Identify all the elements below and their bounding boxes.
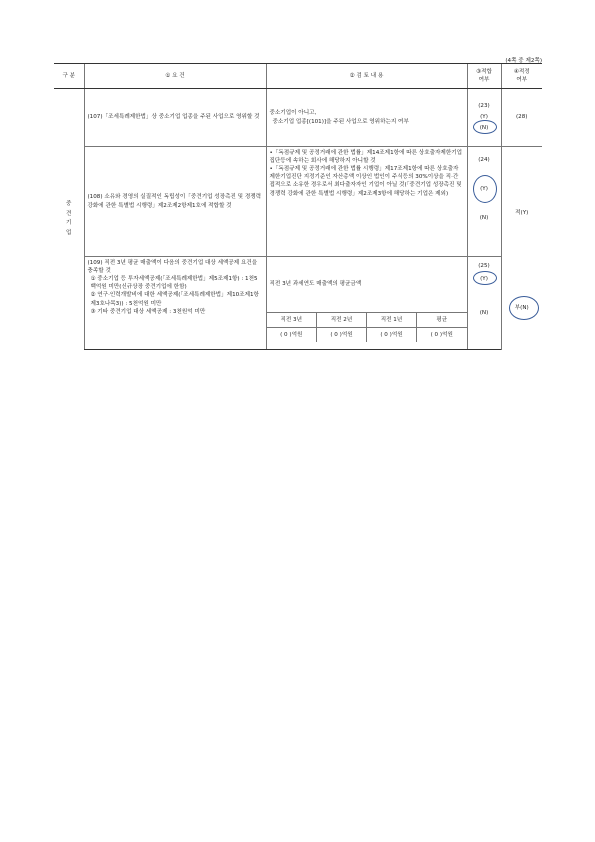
table-row (54, 257, 542, 350)
sales-value[interactable]: ( 0 )억원 (417, 328, 467, 343)
fit-cell-107 (467, 89, 501, 147)
review-table (54, 63, 542, 350)
sales-header: 직전 2년 (317, 313, 367, 328)
sales-header: 직전 3년 (267, 313, 317, 328)
table-row (54, 89, 542, 147)
sales-header-row (267, 313, 467, 328)
selection-circle (473, 271, 497, 285)
fit2-merged-cell (501, 147, 542, 350)
sales-header: 평균 (417, 313, 467, 328)
fit2-cell-107: (28) (501, 89, 542, 147)
header-category: 구 분 (54, 64, 84, 89)
option-y-selected[interactable]: (Y) (480, 186, 488, 192)
header-requirement: ① 요 건 (84, 64, 266, 89)
sales-header: 직전 1년 (367, 313, 417, 328)
review-109 (266, 257, 467, 350)
requirement-107: (107)「조세특례제한법」상 중소기업 업종을 주된 사업으로 영위할 것 (84, 89, 266, 147)
review-108: •「독점규제 및 공정거래에 관한 법률」제14조제1항에 따른 상호출자제한기업집단등에 속하는 회사에 해당하지 아니할 것 •「독점규제 및 공정거래에 관한 법률 시행령」제17조제1항에 따른 상호출자제한기업진단 지정기준인 자산총액 이상인 법인이 주식등의 30%이상을 직·간접적으로 소유한 경우로서 최다출자자인 기업이 아닐 것(「중견기업 성장촉진 및 경쟁력 강화에 관한 특별법 시행령」제2조제3항에 해당하는 기업은 제외) (266, 147, 467, 257)
sales-value[interactable]: ( 0 )억원 (367, 328, 417, 343)
selection-circle (473, 120, 497, 134)
sales-value-row (267, 328, 467, 343)
fit-cell-109 (467, 257, 501, 350)
header-review: ② 검 토 내 용 (266, 64, 467, 89)
header-fit: ③적합 여부 (467, 64, 501, 89)
requirement-109: (109) 직전 3년 평균 매출액이 다음의 중견기업 대상 세액공제 요건을 충족할 것 ① 중소기업 등 투자세액공제(「조세특례제한법」제5조제1항) : 1천5백억원 미만(신규상장 중견기업에 한함) ② 연구·인력개발비에 대한 세액공제(「조세특례제한법」제10조제1항제3호나목3)) : 5천억원 미만 ③ 기타 중견기업 대상 세액공제 : 3천원억 미만 (84, 257, 266, 350)
sales-value[interactable]: ( 0 )억원 (267, 328, 317, 343)
category-label: 중 견 기 업 (66, 201, 72, 236)
header-row (54, 64, 542, 89)
fit-cell-108 (467, 147, 501, 257)
requirement-108: (108) 소유와 경영의 실질적인 독립성이「중견기업 성장촉진 및 경쟁력 강화에 관한 특별법 시행령」제2조제2항제1호에 적합할 것 (84, 147, 266, 257)
sales-table (267, 312, 467, 342)
option-n[interactable]: (N) (479, 310, 489, 316)
item-number: (23) (478, 103, 490, 109)
option-n[interactable]: (N) (479, 215, 489, 221)
page-number: (4쪽 중 제2쪽) (505, 58, 542, 64)
item-number: (25) (478, 263, 490, 269)
option-y-selected[interactable]: (Y) (480, 276, 488, 282)
header-fit2: ④적정 여부 (501, 64, 542, 89)
fit2-n-selected[interactable]: 부(N) (514, 305, 529, 311)
option-n-selected[interactable]: (N) (479, 125, 489, 131)
fit2-y[interactable]: 적(Y) (515, 210, 529, 216)
review-title: 직전 3년 과세연도 매출액의 평균금액 (269, 281, 362, 288)
option-y[interactable]: (Y) (480, 114, 488, 120)
table-row (54, 147, 542, 257)
review-107: 중소기업이 아니고, 중소기업 업종[(101)]을 주된 사업으로 영위하는지 여부 (266, 89, 467, 147)
selection-circle (473, 175, 497, 203)
sales-value[interactable]: ( 0 )억원 (317, 328, 367, 343)
item-number: (24) (478, 157, 490, 163)
selection-circle (509, 296, 539, 320)
